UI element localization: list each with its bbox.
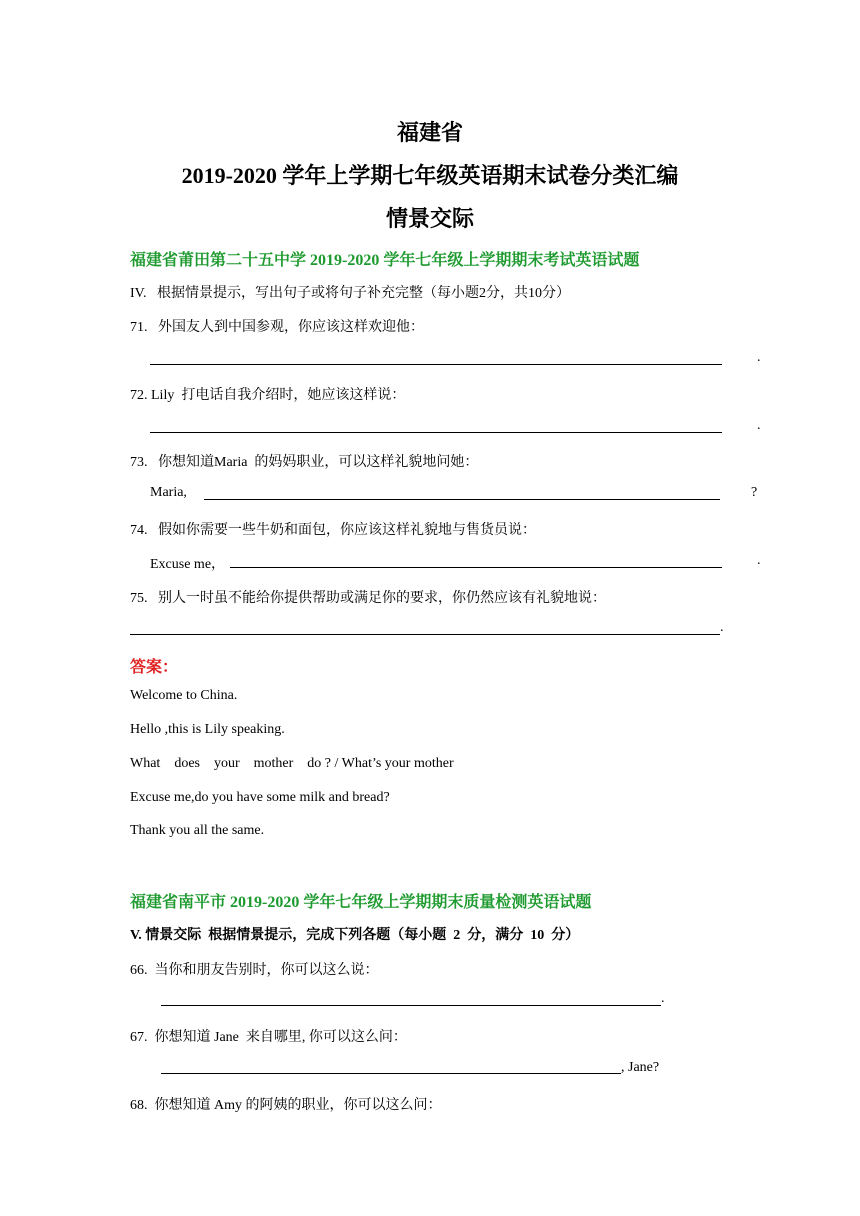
question-74-end: . <box>757 553 761 568</box>
question-73-answer-line <box>204 499 720 500</box>
answer-71: Welcome to China. <box>130 688 238 703</box>
answer-75: Thank you all the same. <box>130 823 265 838</box>
answer-label: 答案： <box>130 659 179 676</box>
question-66-prompt: 66. 当你和朋友告别时，你可以这么说： <box>130 963 379 978</box>
question-74-prompt: 74. 假如你需要一些牛奶和面包，你应该这样礼貌地与售货员说： <box>130 523 536 538</box>
question-67-answer-line <box>161 1073 621 1074</box>
question-71-answer-line <box>150 364 722 365</box>
answer-73: What does your mother do ? / What’s your mother <box>130 756 454 771</box>
question-67-end: , Jane? <box>621 1060 660 1075</box>
question-67-prompt: 67. 你想知道 Jane 来自哪里, 你可以这么问： <box>130 1030 407 1045</box>
question-74-answer-line <box>230 567 722 568</box>
section2-source: 福建省南平市 2019-2020 学年七年级上学期期末质量检测英语试题 <box>130 894 592 911</box>
question-73-end: ? <box>751 485 758 500</box>
question-73-lead: Maria, <box>150 485 187 500</box>
answer-72: Hello ,this is Lily speaking. <box>130 722 285 737</box>
question-72-prompt: 72. Lily 打电话自我介绍时，她应该这样说： <box>130 388 406 403</box>
question-75-answer-line <box>130 634 720 635</box>
question-73-prompt: 73. 你想知道Maria 的妈妈职业，可以这样礼貌地问她： <box>130 455 479 470</box>
doc-title-main: 2019-2020 学年上学期七年级英语期末试卷分类汇编 <box>181 163 679 188</box>
question-72-answer-line <box>150 432 722 433</box>
section1-source: 福建省莆田第二十五中学 2019-2020 学年七年级上学期期末考试英语试题 <box>130 252 640 269</box>
question-71-end: . <box>757 350 761 365</box>
question-66-answer-line <box>161 1005 661 1006</box>
question-66-end: . <box>661 991 665 1006</box>
question-75-prompt: 75. 别人一时虽不能给你提供帮助或满足你的要求，你仍然应该有礼貌地说： <box>130 591 606 606</box>
question-68-prompt: 68. 你想知道 Amy 的阿姨的职业，你可以这么问： <box>130 1098 442 1113</box>
question-75-end: . <box>720 620 724 635</box>
doc-title-topic: 情景交际 <box>385 206 474 231</box>
section2-instruction: V. 情景交际 根据情景提示，完成下列各题（每小题 2 分，满分 10 分） <box>130 928 580 943</box>
section1-instruction: IV. 根据情景提示，写出句子或将句子补充完整（每小题2分，共10分） <box>130 286 570 301</box>
answer-74: Excuse me,do you have some milk and bread? <box>130 790 390 805</box>
question-72-end: . <box>757 418 761 433</box>
doc-title-province: 福建省 <box>396 120 463 145</box>
question-74-lead: Excuse me， <box>150 557 226 572</box>
question-71-prompt: 71. 外国友人到中国参观，你应该这样欢迎他： <box>130 320 424 335</box>
